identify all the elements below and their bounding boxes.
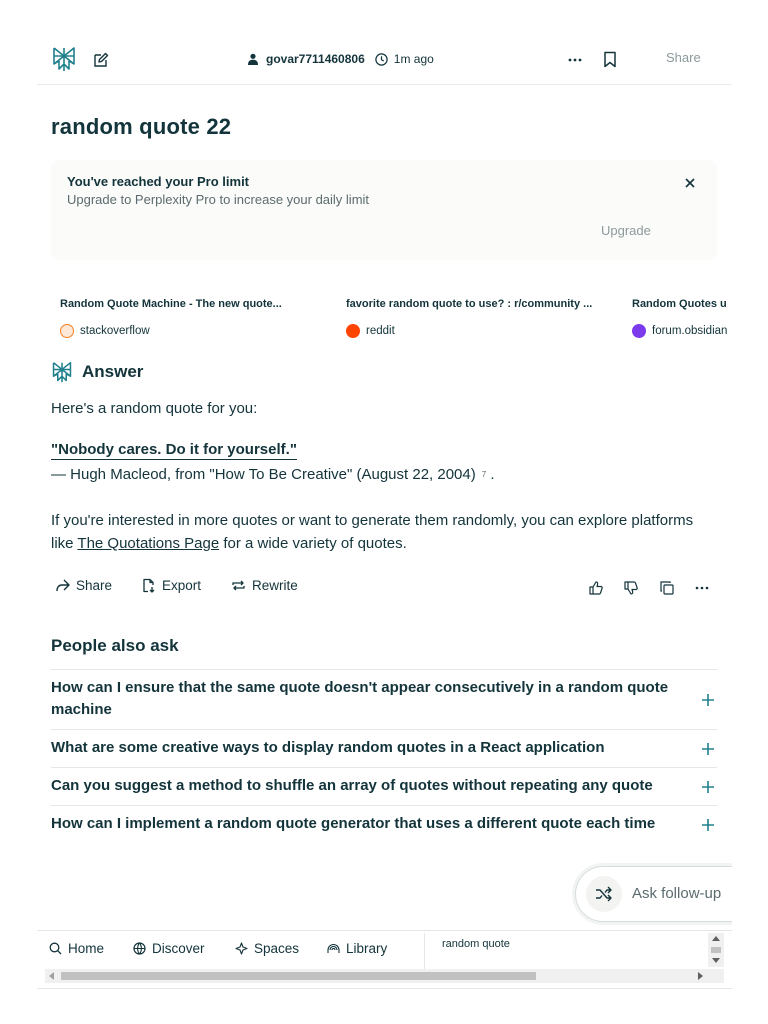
outro-text-before: If you're interested in more quotes or want to generate them randomly, you can explore platforms like bbox=[51, 512, 694, 552]
scroll-up-arrow-icon[interactable] bbox=[712, 936, 720, 941]
source-site bbox=[346, 324, 395, 338]
related-question[interactable] bbox=[51, 729, 717, 767]
pro-limit-banner bbox=[51, 160, 717, 260]
perplexity-logo-icon bbox=[51, 360, 73, 384]
answer-intro: Here's a random quote for you: bbox=[51, 400, 258, 417]
rewrite-icon bbox=[231, 578, 246, 593]
more-options-icon[interactable] bbox=[567, 52, 583, 68]
related-question[interactable] bbox=[51, 669, 717, 729]
source-site bbox=[60, 324, 150, 338]
share-icon bbox=[55, 578, 70, 593]
vertical-scrollbar[interactable] bbox=[708, 933, 724, 967]
related-question[interactable] bbox=[51, 767, 717, 805]
upgrade-button[interactable]: Upgrade bbox=[601, 223, 651, 238]
search-icon bbox=[49, 942, 62, 955]
banner-title: You've reached your Pro limit bbox=[67, 174, 250, 189]
shuffle-icon bbox=[595, 885, 613, 903]
scroll-down-arrow-icon[interactable] bbox=[712, 958, 720, 963]
source-title: Random Quotes u bbox=[632, 298, 727, 310]
thumbs-down-icon[interactable] bbox=[623, 580, 639, 596]
nav-home-label: Home bbox=[68, 941, 105, 956]
answer-actions bbox=[51, 578, 717, 598]
answer-attribution bbox=[51, 463, 711, 486]
nav-spaces-label: Spaces bbox=[254, 941, 300, 956]
bottom-bar bbox=[37, 930, 732, 986]
related-question-text: How can I implement a random quote generator that uses a different quote each time bbox=[51, 815, 656, 832]
spaces-icon bbox=[235, 942, 248, 955]
people-also-ask-title: People also ask bbox=[51, 636, 179, 655]
share-button[interactable]: Share bbox=[666, 50, 701, 65]
thread-timestamp: 1m ago bbox=[393, 52, 434, 66]
copy-icon[interactable] bbox=[659, 580, 675, 596]
clock-icon bbox=[375, 53, 388, 66]
close-icon[interactable] bbox=[684, 177, 696, 189]
rewrite-button[interactable] bbox=[231, 578, 298, 593]
shuffle-button[interactable] bbox=[586, 876, 622, 912]
source-card[interactable] bbox=[623, 292, 732, 344]
divider bbox=[424, 933, 425, 969]
source-site bbox=[632, 324, 727, 338]
query-overflow-text bbox=[442, 958, 702, 966]
related-question[interactable] bbox=[51, 805, 717, 843]
export-icon bbox=[141, 578, 156, 593]
source-site-name: forum.obsidian bbox=[652, 325, 728, 337]
nav-library[interactable] bbox=[327, 941, 387, 956]
stackoverflow-favicon-icon bbox=[60, 324, 74, 338]
outro-text-after: for a wide variety of quotes. bbox=[219, 535, 407, 552]
library-icon bbox=[327, 942, 340, 955]
bookmark-icon[interactable] bbox=[603, 51, 617, 68]
source-site-name: reddit bbox=[366, 325, 395, 337]
source-title: Random Quote Machine - The new quote... bbox=[60, 298, 282, 310]
edit-icon[interactable] bbox=[93, 52, 109, 68]
nav-spaces[interactable] bbox=[235, 941, 299, 956]
answer-header bbox=[51, 360, 143, 384]
share-label: Share bbox=[76, 578, 113, 593]
obsidian-favicon-icon bbox=[632, 324, 646, 338]
reddit-favicon-icon bbox=[346, 324, 360, 338]
thread-title: random quote 22 bbox=[51, 114, 232, 139]
thumbs-up-icon[interactable] bbox=[588, 580, 604, 596]
nav-library-label: Library bbox=[346, 941, 388, 956]
nav-discover-label: Discover bbox=[152, 941, 205, 956]
plus-icon bbox=[701, 818, 715, 832]
user-icon bbox=[247, 53, 259, 65]
thread-author[interactable]: govar7711460806 bbox=[266, 52, 365, 66]
frame-bottom-border bbox=[37, 988, 732, 989]
people-also-ask-list bbox=[51, 669, 717, 843]
related-question-text: How can I ensure that the same quote doesn't appear consecutively in a random quote machine bbox=[51, 679, 669, 718]
answer-quote: "Nobody cares. Do it for yourself." bbox=[51, 441, 297, 458]
more-options-icon[interactable] bbox=[694, 580, 710, 596]
plus-icon bbox=[701, 693, 715, 707]
attribution-text: — Hugh Macleod, from "How To Be Creative" (August 22, 2004) bbox=[51, 466, 476, 483]
ask-followup-input[interactable] bbox=[575, 866, 732, 922]
banner-subtitle: Upgrade to Perplexity Pro to increase your daily limit bbox=[67, 192, 370, 207]
attribution-period: . bbox=[490, 466, 495, 483]
perplexity-logo-icon[interactable] bbox=[51, 45, 77, 73]
scroll-right-arrow-icon[interactable] bbox=[698, 972, 703, 980]
nav-home[interactable] bbox=[49, 941, 104, 956]
source-site-name: stackoverflow bbox=[80, 325, 150, 337]
globe-icon bbox=[133, 942, 146, 955]
quotations-page-link[interactable]: The Quotations Page bbox=[77, 535, 220, 552]
app-frame bbox=[37, 0, 732, 990]
scroll-left-arrow-icon[interactable] bbox=[49, 972, 54, 980]
related-question-text: Can you suggest a method to shuffle an array of quotes without repeating any quote bbox=[51, 777, 653, 794]
answer-label: Answer bbox=[82, 362, 144, 381]
answer-outro bbox=[51, 509, 711, 555]
nav-discover[interactable] bbox=[133, 941, 205, 956]
citation-link[interactable]: 7 bbox=[481, 470, 487, 479]
source-title: favorite random quote to use? : r/community ... bbox=[346, 298, 593, 310]
share-answer-button[interactable] bbox=[55, 578, 112, 593]
export-button[interactable] bbox=[141, 578, 201, 593]
vertical-scroll-thumb[interactable] bbox=[711, 947, 721, 953]
plus-icon bbox=[701, 742, 715, 756]
followup-placeholder: Ask follow-up bbox=[632, 885, 722, 902]
related-question-text: What are some creative ways to display random quotes in a React application bbox=[51, 739, 605, 756]
export-label: Export bbox=[162, 578, 202, 593]
horizontal-scrollbar[interactable] bbox=[45, 969, 724, 983]
horizontal-scroll-thumb[interactable] bbox=[61, 972, 536, 980]
source-card[interactable] bbox=[51, 292, 321, 344]
source-card[interactable] bbox=[337, 292, 607, 344]
sources-row bbox=[51, 292, 732, 344]
plus-icon bbox=[701, 780, 715, 794]
thread-header bbox=[37, 0, 732, 85]
rewrite-label: Rewrite bbox=[252, 578, 298, 593]
query-text: random quote bbox=[442, 938, 510, 950]
thread-meta bbox=[247, 50, 434, 68]
